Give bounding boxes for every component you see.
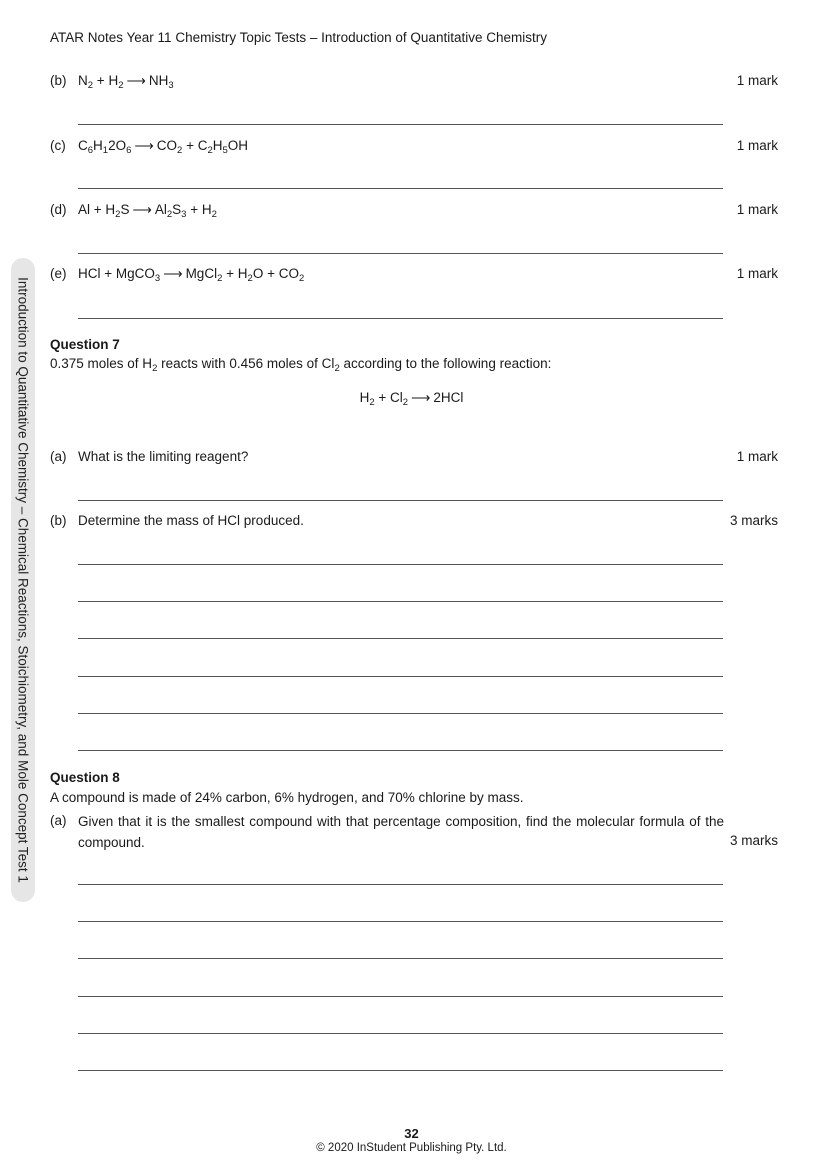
answer-line[interactable] <box>78 253 723 254</box>
marks: 3 marks <box>729 513 778 528</box>
marks: 3 marks <box>729 833 778 848</box>
answer-line[interactable] <box>78 500 723 501</box>
answer-line[interactable] <box>78 921 723 922</box>
part-label: (a) <box>50 449 67 464</box>
answer-line[interactable] <box>78 713 723 714</box>
part-label: (b) <box>50 73 67 88</box>
answer-line[interactable] <box>78 958 723 959</box>
reaction-arrow: ⟶ <box>126 73 146 88</box>
answer-line[interactable] <box>78 188 723 189</box>
reaction-arrow: ⟶ <box>163 266 183 281</box>
part-text: What is the limiting reagent? <box>78 449 249 464</box>
answer-line[interactable] <box>78 318 723 319</box>
marks: 1 mark <box>736 73 778 88</box>
answer-line[interactable] <box>78 601 723 602</box>
reaction-equation: $H_2 + Cl_2$ ⟶ 2HCl <box>359 390 464 408</box>
part-label: (c) <box>50 138 66 153</box>
equation: $C_6H_12O_6$ ⟶ $CO_2 + C_2H_5OH$ <box>78 138 249 156</box>
reaction-arrow: ⟶ <box>132 202 152 217</box>
part-text: Given that it is the smallest compound with that percentage composition, find the molecular formula of the compound. <box>78 814 724 850</box>
page-number: 32 <box>404 1126 419 1141</box>
side-tab-text: Introduction to Quantitative Chemistry – Chemical Reactions, Stoichiometry, and Mole Concept Test 1 <box>15 277 31 883</box>
part-text: Determine the mass of HCl produced. <box>78 513 304 528</box>
answer-line[interactable] <box>78 1070 723 1071</box>
answer-line[interactable] <box>78 564 723 565</box>
answer-line[interactable] <box>78 676 723 677</box>
marks: 1 mark <box>736 202 778 217</box>
part-label: (b) <box>50 513 67 528</box>
question-intro: A compound is made of 24% carbon, 6% hydrogen, and 70% chlorine by mass. <box>50 790 524 805</box>
part-label: (a) <box>50 813 67 828</box>
marks: 1 mark <box>736 138 778 153</box>
question-intro: 0.375 moles of $H_2$ reacts with 0.456 moles of $Cl_2$ according to the following reaction: <box>50 356 552 374</box>
copyright: © 2020 InStudent Publishing Pty. Ltd. <box>316 1142 507 1154</box>
page-header: ATAR Notes Year 11 Chemistry Topic Tests – Introduction of Quantitative Chemistry <box>50 30 547 45</box>
marks: 1 mark <box>736 266 778 281</box>
equation: $N_2 + H_2$ ⟶ $NH_3$ <box>78 73 174 91</box>
answer-line[interactable] <box>78 1033 723 1034</box>
part-label: (e) <box>50 266 67 281</box>
marks: 1 mark <box>736 449 778 464</box>
reaction-arrow: ⟶ <box>411 390 431 405</box>
answer-line[interactable] <box>78 124 723 125</box>
equation: $Al + H_2S$ ⟶ $Al_2S_3 + H_2$ <box>78 202 217 220</box>
question-title: Question 8 <box>50 770 120 785</box>
part-label: (d) <box>50 202 67 217</box>
equation: HCl + MgCO$_3$ ⟶ MgCl$_2$ + $H_2O + CO_2$ <box>78 266 305 284</box>
reaction-arrow: ⟶ <box>134 138 154 153</box>
answer-line[interactable] <box>78 750 723 751</box>
question-title: Question 7 <box>50 337 120 352</box>
answer-line[interactable] <box>78 638 723 639</box>
answer-line[interactable] <box>78 996 723 997</box>
answer-line[interactable] <box>78 884 723 885</box>
